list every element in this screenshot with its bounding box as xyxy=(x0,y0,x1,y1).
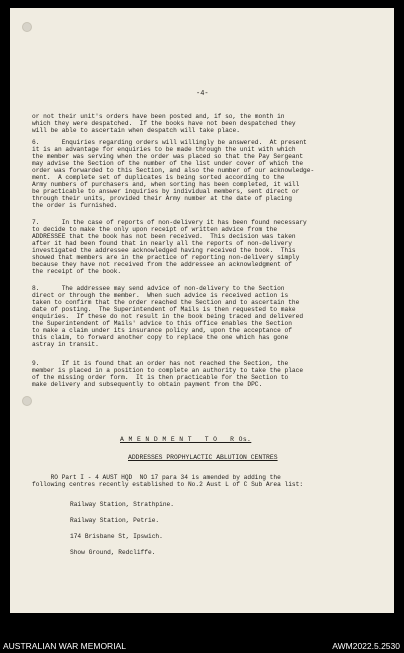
paragraph-intro-line: will be able to ascertain when despatch will take place. xyxy=(32,127,240,134)
paragraph-6-line: order was forwarded to this Section, and also the number of our acknowledge- xyxy=(32,167,315,174)
paragraph-8-line: direct or through the member. When such advice is received action is xyxy=(32,292,289,299)
paragraph-8-line: 8. The addressee may send advice of non-delivery to the Section xyxy=(32,285,285,292)
centre-list-line: Show Ground, Redcliffe. xyxy=(70,549,156,556)
centre-list-line: Railway Station, Petrie. xyxy=(70,517,160,524)
punch-hole-top xyxy=(22,22,32,32)
paragraph-8-line: this claim, to forward another copy to replace the one which has gone xyxy=(32,334,289,341)
paragraph-7-line: ADDRESSEE that the book has not been received. This decision was taken xyxy=(32,233,296,240)
paragraph-7-line: to decide to make the only upon receipt of written advice from the xyxy=(32,226,278,233)
paragraph-6-line: the member was serving when the order was placed so that the Pay Sergeant xyxy=(32,153,304,160)
paragraph-7-line: after it had been found that in nearly all the reports of non-delivery xyxy=(32,240,292,247)
paragraph-6-line: 6. Enquiries regarding orders will willingly be answered. At present xyxy=(32,139,307,146)
amendment-heading: A M E N D M E N T T O R Os. xyxy=(120,436,252,443)
document-page xyxy=(10,8,394,613)
paragraph-9-line: member is placed in a position to complete an authority to take the place xyxy=(32,367,304,374)
paragraph-8-line: the Superintendent of Mails' advice to this office enables the Section xyxy=(32,320,292,327)
amendment-subheading: ADDRESSES PROPHYLACTIC ABLUTION CENTRES xyxy=(128,454,278,461)
paragraph-6-line: ment. A complete set of duplicates is being sorted according to the xyxy=(32,174,285,181)
paragraph-6-line: it is an advantage for enquiries to be made through the unit with which xyxy=(32,146,296,153)
punch-hole-bottom xyxy=(22,396,32,406)
paragraph-intro-line: which they were despatched. If the books have not been despatched they xyxy=(32,120,296,127)
paragraph-7-line: showed that members are in the practice of reporting non-delivery simply xyxy=(32,254,300,261)
paragraph-8-line: enquiries. If these do not result in the book being traced and delivered xyxy=(32,313,304,320)
centre-list-line: 174 Brisbane St, Ipswich. xyxy=(70,533,163,540)
page-number: -4- xyxy=(196,90,209,98)
paragraph-6-line: Army numbers of purchasers and, when sorting has been completed, it will xyxy=(32,181,300,188)
paragraph-9-line: of the missing order form. It is then practicable for the Section to xyxy=(32,374,289,381)
paragraph-9-line: 9. If it is found that an order has not reached the Section, the xyxy=(32,360,289,367)
paragraph-6-line: may advise the Section of the number of the list under cover of which the xyxy=(32,160,304,167)
footer-bar xyxy=(0,620,404,653)
paragraph-6-line: through their units, provided their Army number at the date of placing xyxy=(32,195,292,202)
paragraph-9-line: make delivery and subsequently to obtain payment from the DPC. xyxy=(32,381,263,388)
paragraph-7-line: 7. In the case of reports of non-delivery it has been found necessary xyxy=(32,219,307,226)
paragraph-7-line: investigated the addressee acknowledged having received the book. This xyxy=(32,247,296,254)
paragraph-6-line: be practicable to answer inquiries by individual members, sent direct or xyxy=(32,188,300,195)
paragraph-8-line: astray in transit. xyxy=(32,341,99,348)
amendment-text-line: RO Part I - 4 AUST HQD NO 17 para 34 is amended by adding the xyxy=(32,474,281,481)
paragraph-8-line: to make a claim under its insurance policy and, upon the acceptance of xyxy=(32,327,292,334)
centre-list-line: Railway Station, Strathpine. xyxy=(70,501,174,508)
paragraph-7-line: the receipt of the book. xyxy=(32,268,122,275)
paragraph-7-line: because they have not received from the addressee an acknowledgment of xyxy=(32,261,292,268)
paragraph-8-line: taken to confirm that the order reached the Section and to ascertain the xyxy=(32,299,300,306)
amendment-text-line: following centres recently established to No.2 Aust L of C Sub Area list: xyxy=(32,481,304,488)
paragraph-8-line: date of posting. The Superintendent of Mails is then requested to make xyxy=(32,306,296,313)
footer-accession-number: AWM2022.5.2530 xyxy=(332,641,400,651)
paragraph-intro-line: or not their unit's orders have been posted and, if so, the month in xyxy=(32,113,285,120)
paragraph-6-line: the order is furnished. xyxy=(32,202,118,209)
footer-credit: AUSTRALIAN WAR MEMORIAL xyxy=(3,641,126,651)
